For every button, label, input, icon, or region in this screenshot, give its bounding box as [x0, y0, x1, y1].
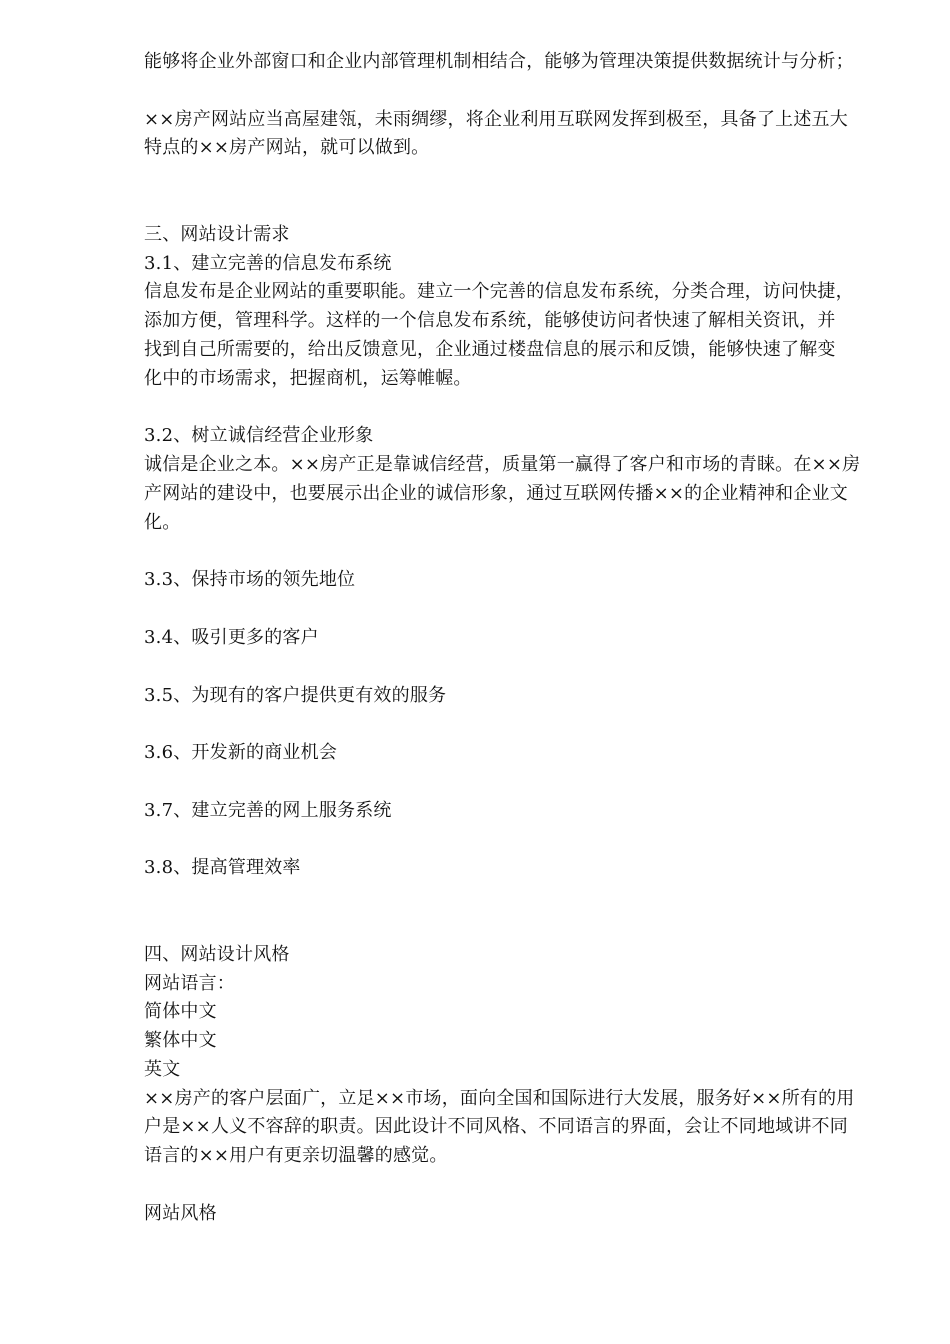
text-line: 化。	[144, 511, 181, 533]
section-3-3-heading: 3.3、保持市场的领先地位	[144, 569, 356, 591]
section-3-2-heading: 3.2、树立诚信经营企业形象	[144, 425, 374, 447]
text-line: 找到自己所需要的，给出反馈意见，企业通过楼盘信息的展示和反馈，能够快速了解变	[144, 338, 836, 360]
text-line: 产网站的建设中，也要展示出企业的诚信形象，通过互联网传播××的企业精神和企业文	[144, 482, 848, 504]
spacer	[144, 163, 889, 221]
section-3-6-heading: 3.6、开发新的商业机会	[144, 742, 338, 764]
spacer	[144, 768, 889, 797]
text-line: 信息发布是企业网站的重要职能。建立一个完善的信息发布系统，分类合理，访问快捷，	[144, 281, 854, 303]
text-line: 诚信是企业之本。××房产正是靠诚信经营，质量第一赢得了客户和市场的青睐。在××房	[144, 454, 861, 476]
intro-paragraph	[144, 106, 889, 164]
section-3-5-heading: 3.5、为现有的客户提供更有效的服务	[144, 684, 447, 706]
language-item: 英文	[144, 1058, 181, 1080]
section-3-4-heading: 3.4、吸引更多的客户	[144, 626, 319, 648]
text-line: 添加方便，管理科学。这样的一个信息发布系统，能够使访问者快速了解相关资讯，并	[144, 310, 836, 332]
section-3-1-heading: 3.1、建立完善的信息发布系统	[144, 252, 392, 274]
spacer	[144, 1171, 889, 1200]
text-line: 化中的市场需求，把握商机，运筹帷幄。	[144, 367, 472, 389]
language-item: 简体中文	[144, 1001, 217, 1023]
spacer	[144, 595, 889, 624]
intro-line	[144, 48, 889, 77]
text-line: ××房产的客户层面广，立足××市场，面向全国和国际进行大发展，服务好××所有的用	[144, 1087, 855, 1109]
text-line: ××房产网站应当高屋建瓴，未雨绸缪，将企业利用互联网发挥到极至，具备了上述五大	[144, 108, 848, 130]
website-style-label: 网站风格	[144, 1202, 217, 1224]
text-line: 户是××人义不容辞的职责。因此设计不同风格、不同语言的界面，会让不同地域讲不同	[144, 1116, 848, 1138]
spacer	[144, 710, 889, 739]
section-4-body	[144, 1085, 889, 1171]
text-line: 能够将企业外部窗口和企业内部管理机制相结合，能够为管理决策提供数据统计与分析；	[144, 51, 854, 72]
document-page	[144, 48, 889, 1229]
spacer	[144, 77, 889, 106]
spacer	[144, 394, 889, 423]
section-4-heading: 四、网站设计风格	[144, 943, 290, 965]
spacer	[144, 653, 889, 682]
language-item: 繁体中文	[144, 1030, 217, 1052]
section-3-7-heading: 3.7、建立完善的网上服务系统	[144, 799, 392, 821]
section-3-8-heading: 3.8、提高管理效率	[144, 857, 301, 879]
section-3-1-body	[144, 278, 889, 393]
section-3-heading: 三、网站设计需求	[144, 223, 290, 245]
text-line: 语言的××用户有更亲切温馨的感觉。	[144, 1145, 448, 1167]
text-line: 特点的××房产网站，就可以做到。	[144, 137, 430, 159]
website-language-label: 网站语言：	[144, 972, 235, 994]
spacer	[144, 883, 889, 941]
section-3-2-body	[144, 451, 889, 537]
spacer	[144, 826, 889, 855]
spacer	[144, 538, 889, 567]
